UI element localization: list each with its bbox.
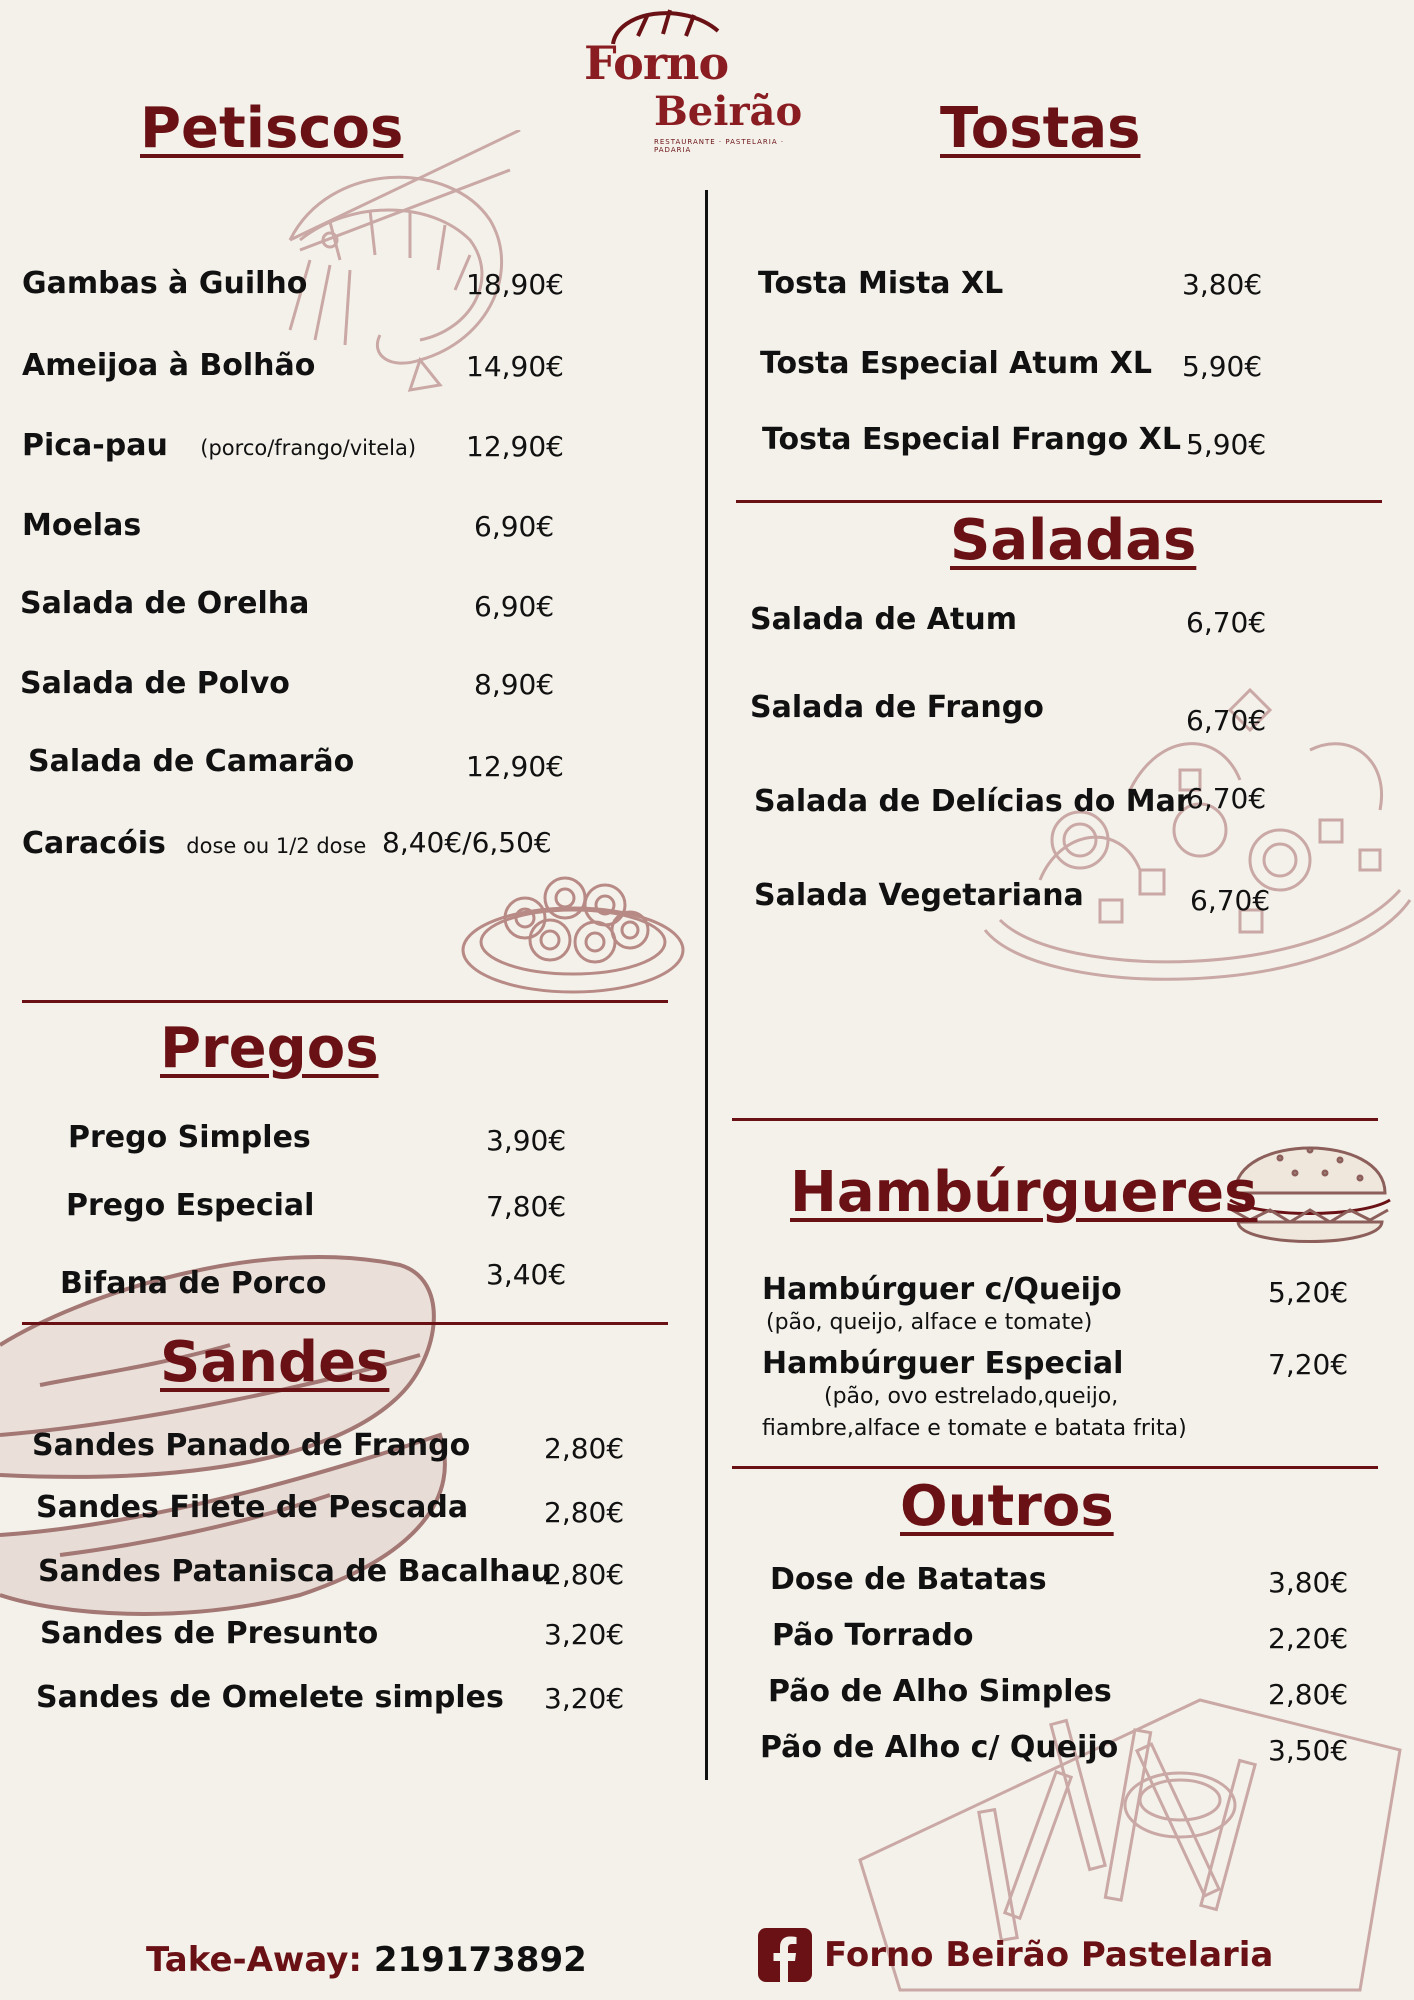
menu-item-name: Pão de Alho c/ Queijo bbox=[760, 1730, 1119, 1765]
logo-name-line2: Beirão bbox=[654, 88, 803, 135]
menu-item-price: 12,90€ bbox=[466, 430, 564, 463]
menu-item-description: (pão, ovo estrelado,queijo, bbox=[824, 1384, 1119, 1409]
section-title-hamburgueres: Hambúrgueres bbox=[790, 1160, 1258, 1225]
menu-item-price: 3,40€ bbox=[486, 1258, 567, 1291]
menu-item-name: Salada Vegetariana bbox=[754, 878, 1084, 913]
divider-petiscos-pregos bbox=[22, 1000, 668, 1003]
menu-item-price: 2,80€ bbox=[544, 1432, 625, 1465]
divider-pregos-sandes bbox=[22, 1322, 668, 1325]
menu-item-name: Tosta Mista XL bbox=[758, 266, 1004, 301]
menu-item-name: Prego Simples bbox=[68, 1120, 311, 1155]
menu-item-note: (porco/frango/vitela) bbox=[200, 436, 417, 460]
menu-item-name: Salada de Atum bbox=[750, 602, 1017, 637]
menu-item-price: 8,90€ bbox=[474, 668, 555, 701]
menu-item-price: 2,80€ bbox=[544, 1558, 625, 1591]
facebook-link[interactable] bbox=[758, 1928, 1273, 1982]
menu-item-price: 5,90€ bbox=[1182, 350, 1263, 383]
takeaway-contact bbox=[146, 1940, 587, 1980]
section-title-tostas: Tostas bbox=[940, 96, 1141, 161]
menu-item-name: Dose de Batatas bbox=[770, 1562, 1047, 1597]
logo-name-line1: Forno bbox=[584, 36, 729, 90]
menu-item-name: Tosta Especial Frango XL bbox=[762, 422, 1181, 457]
section-title-sandes: Sandes bbox=[160, 1330, 390, 1395]
menu-item-price: 3,50€ bbox=[1268, 1734, 1349, 1767]
brand-logo bbox=[580, 6, 820, 154]
menu-item-name: Ameijoa à Bolhão bbox=[22, 348, 316, 383]
menu-item-name bbox=[22, 428, 416, 463]
menu-item-price: 2,80€ bbox=[544, 1496, 625, 1529]
menu-item-price: 3,90€ bbox=[486, 1124, 567, 1157]
menu-item-name: Salada de Orelha bbox=[20, 586, 310, 621]
menu-item-price: 6,90€ bbox=[474, 510, 555, 543]
menu-item-description: (pão, queijo, alface e tomate) bbox=[766, 1310, 1093, 1335]
logo-tagline: RESTAURANTE · PASTELARIA · PADARIA bbox=[654, 138, 785, 154]
menu-item-price: 8,40€/6,50€ bbox=[382, 826, 552, 859]
menu-item-name: Hambúrguer Especial bbox=[762, 1346, 1124, 1381]
menu-item-name: Moelas bbox=[22, 508, 142, 543]
menu-item-price: 7,20€ bbox=[1268, 1348, 1349, 1381]
menu-item-name: Salada de Delícias do Mar bbox=[754, 784, 1191, 819]
menu-item-name: Sandes de Omelete simples bbox=[36, 1680, 504, 1715]
menu-item-name: Bifana de Porco bbox=[60, 1266, 327, 1301]
menu-item-description: fiambre,alface e tomate e batata frita) bbox=[762, 1416, 1187, 1441]
takeaway-phone[interactable]: 219173892 bbox=[373, 1940, 587, 1980]
menu-item-price: 5,90€ bbox=[1186, 428, 1267, 461]
menu-item-price: 3,20€ bbox=[544, 1618, 625, 1651]
menu-item-name: Sandes de Presunto bbox=[40, 1616, 379, 1651]
menu-item-name: Pão de Alho Simples bbox=[768, 1674, 1112, 1709]
menu-item-name: Sandes Panado de Frango bbox=[32, 1428, 471, 1463]
menu-item-price: 7,80€ bbox=[486, 1190, 567, 1223]
column-divider bbox=[705, 190, 708, 1780]
menu-item-price: 3,20€ bbox=[544, 1682, 625, 1715]
menu-item-price: 12,90€ bbox=[466, 750, 564, 783]
divider-tostas-saladas bbox=[736, 500, 1382, 503]
menu-item-name bbox=[22, 826, 366, 861]
facebook-page-name: Forno Beirão Pastelaria bbox=[824, 1935, 1274, 1975]
menu-item-name: Prego Especial bbox=[66, 1188, 315, 1223]
menu-item-name: Pão Torrado bbox=[772, 1618, 974, 1653]
section-title-outros: Outros bbox=[900, 1474, 1114, 1539]
divider-saladas-hamburgueres bbox=[732, 1118, 1378, 1121]
menu-item-price: 6,70€ bbox=[1186, 606, 1267, 639]
menu-item-price: 2,20€ bbox=[1268, 1622, 1349, 1655]
menu-item-label: Pica-pau bbox=[22, 428, 168, 463]
menu-item-label: Caracóis bbox=[22, 826, 166, 861]
menu-item-note: dose ou 1/2 dose bbox=[186, 834, 367, 858]
menu-item-name: Sandes Patanisca de Bacalhau bbox=[38, 1554, 552, 1589]
menu-item-name: Sandes Filete de Pescada bbox=[36, 1490, 469, 1525]
section-title-saladas: Saladas bbox=[950, 508, 1197, 573]
menu-item-price: 2,80€ bbox=[1268, 1678, 1349, 1711]
menu-item-name: Hambúrguer c/Queijo bbox=[762, 1272, 1122, 1307]
section-title-petiscos: Petiscos bbox=[140, 96, 404, 161]
menu-item-price: 6,90€ bbox=[474, 590, 555, 623]
menu-item-price: 3,80€ bbox=[1268, 1566, 1349, 1599]
menu-item-name: Salada de Frango bbox=[750, 690, 1044, 725]
menu-item-name: Gambas à Guilho bbox=[22, 266, 308, 301]
menu-item-price: 6,70€ bbox=[1186, 704, 1267, 737]
menu-item-price: 6,70€ bbox=[1186, 782, 1267, 815]
menu-item-name: Salada de Camarão bbox=[28, 744, 355, 779]
menu-item-name: Tosta Especial Atum XL bbox=[760, 346, 1153, 381]
menu-item-price: 14,90€ bbox=[466, 350, 564, 383]
menu-item-price: 5,20€ bbox=[1268, 1276, 1349, 1309]
takeaway-label: Take-Away: bbox=[146, 1940, 363, 1980]
menu-item-price: 18,90€ bbox=[466, 268, 564, 301]
menu-item-price: 6,70€ bbox=[1190, 884, 1271, 917]
menu-item-name: Salada de Polvo bbox=[20, 666, 290, 701]
menu-item-price: 3,80€ bbox=[1182, 268, 1263, 301]
divider-hamburgueres-outros bbox=[732, 1466, 1378, 1469]
section-title-pregos: Pregos bbox=[160, 1016, 379, 1081]
snails-illustration bbox=[455, 850, 695, 1000]
facebook-icon bbox=[758, 1928, 812, 1982]
